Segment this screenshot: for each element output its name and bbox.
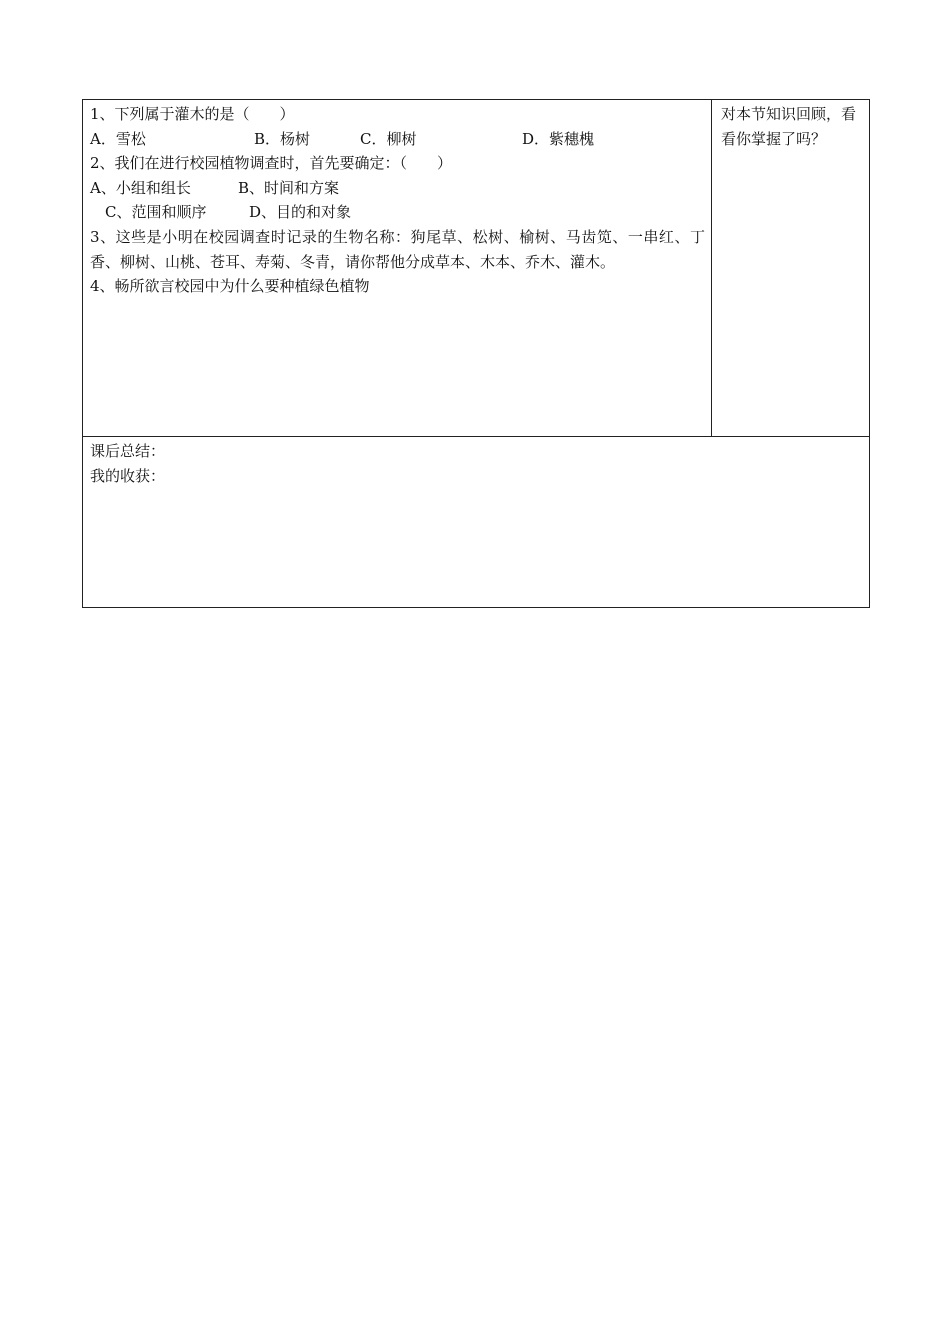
question-1-stem: 1、下列属于灌木的是（ ） [90, 105, 295, 123]
exercise-cell [83, 100, 712, 437]
question-2-stem: 2、我们在进行校园植物调查时，首先要确定：（ ） [90, 154, 453, 173]
question-4-text: 4、畅所欲言校园中为什么要种植绿色植物 [90, 277, 370, 296]
q1-option-b: B．杨树 [254, 129, 311, 148]
summary-content [83, 437, 869, 488]
question-3-text: 3、这些是小明在校园调查时记录的生物名称：狗尾草、松树、榆树、马齿笕、一串红、丁香、柳树、山桃、苍耳、寿菊、冬青，请你帮他分成草本、木本、乔木、灌木。 [90, 227, 705, 271]
q2-option-d: D、目的和对象 [249, 203, 352, 222]
question-2-options-row-2 [90, 200, 705, 225]
summary-row [83, 437, 870, 608]
q2-option-b: B、时间和方案 [238, 178, 340, 197]
q1-option-c: C．柳树 [360, 129, 417, 148]
summary-cell [83, 437, 870, 608]
q1-option-a: A．雪松 [90, 129, 146, 148]
summary-gain-label: 我的收获： [90, 466, 166, 485]
review-note-text: 对本节知识回顾，看看你掌握了吗？ [721, 105, 857, 148]
question-1-options [90, 127, 705, 152]
question-2-options-row-1 [90, 176, 705, 201]
exercise-content [83, 100, 711, 299]
q2-option-c: C、范围和顺序 [105, 203, 207, 222]
q1-option-d: D．紫穗槐 [522, 129, 595, 148]
q2-option-a: A、小组和组长 [90, 178, 191, 197]
review-note-cell [712, 100, 870, 437]
worksheet-table [82, 99, 870, 608]
summary-title: 课后总结： [90, 442, 166, 460]
exercise-row [83, 100, 870, 437]
